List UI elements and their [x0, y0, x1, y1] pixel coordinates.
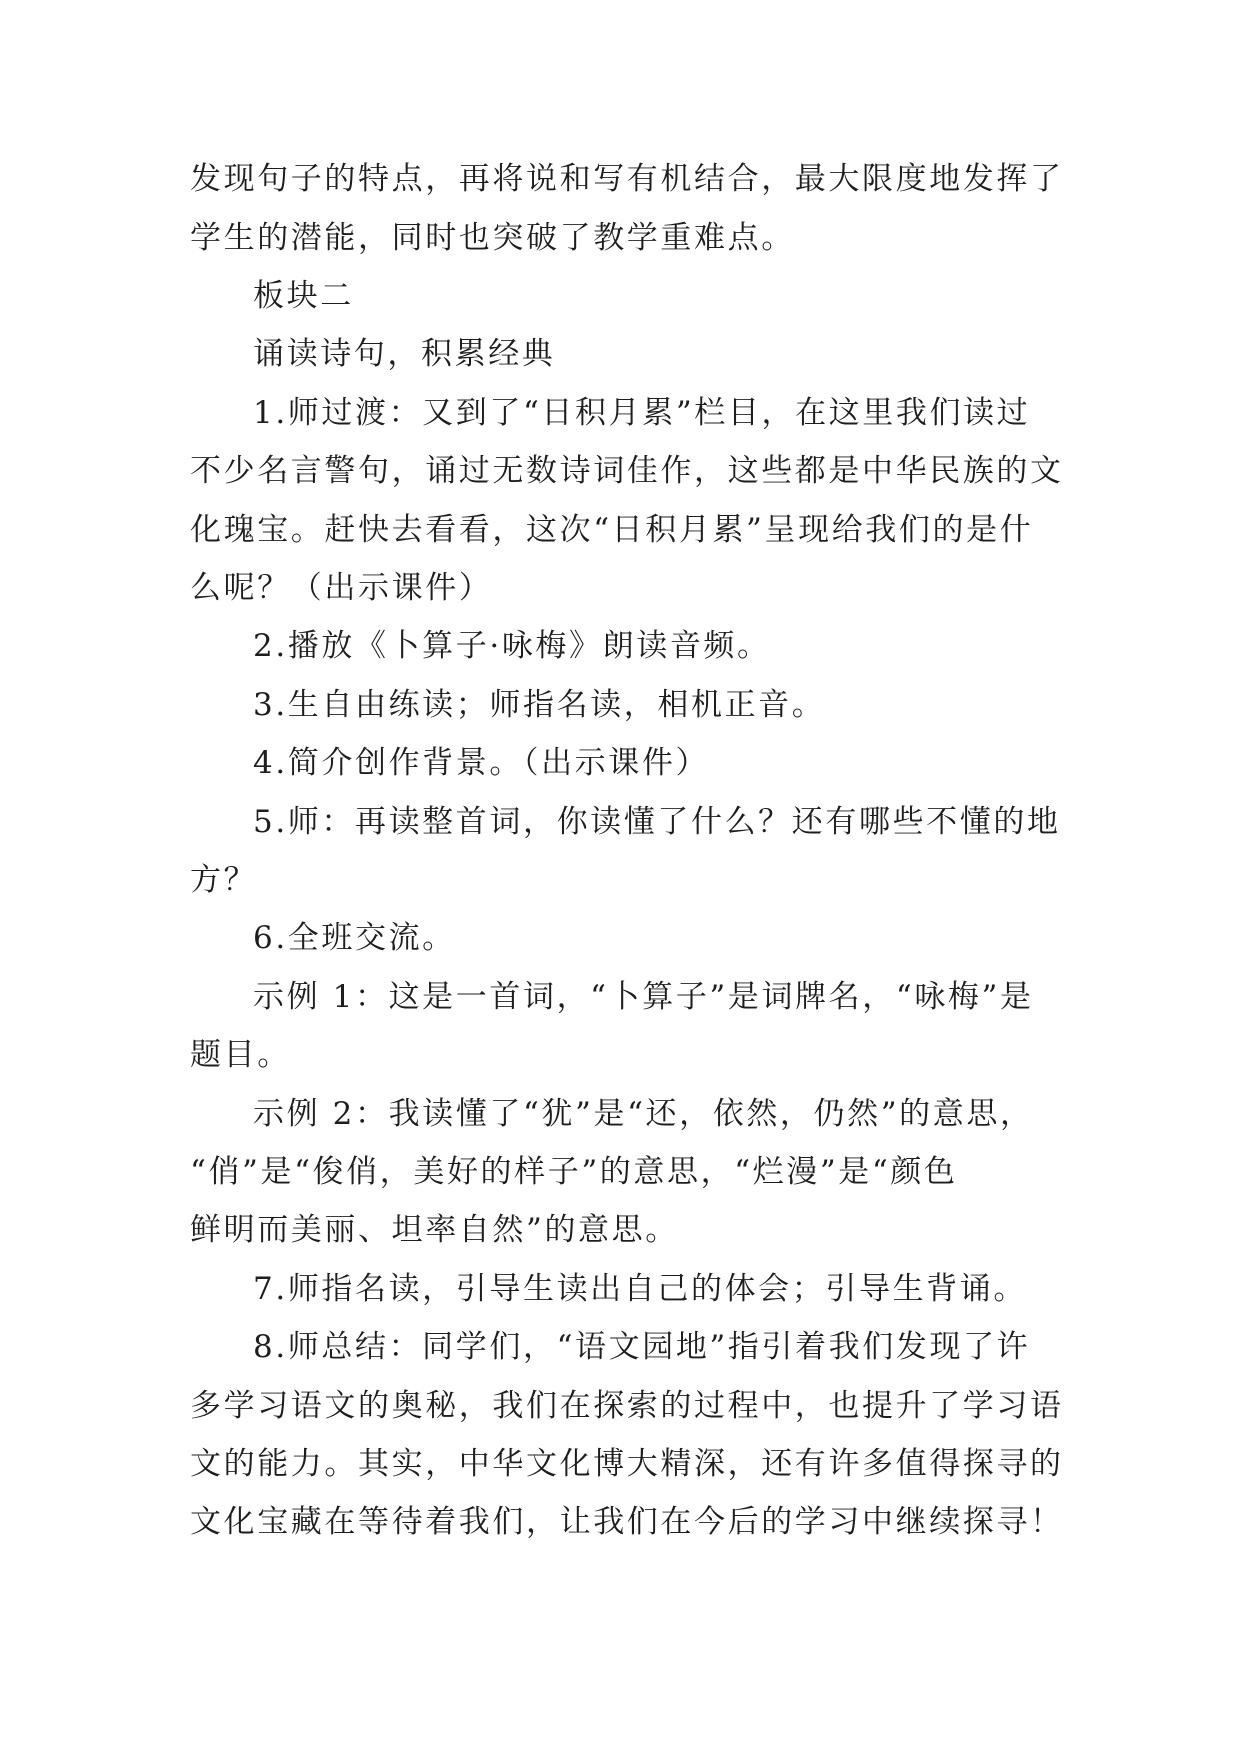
paragraph-line: 题目。 — [190, 1037, 291, 1073]
paragraph-line: 学生的潜能，同时也突破了教学重难点。 — [190, 220, 795, 256]
paragraph-line: 不少名言警句，诵过无数诗词佳作，这些都是中华民族的文 — [190, 453, 1064, 489]
section-heading: 板块二 — [253, 278, 354, 314]
paragraph-line: 7.师指名读，引导生读出自己的体会；引导生背诵。 — [253, 1271, 1027, 1307]
paragraph-line: 么呢？（出示课件） — [190, 570, 493, 606]
paragraph-line: 发现句子的特点，再将说和写有机结合，最大限度地发挥了 — [190, 161, 1064, 197]
section-subheading: 诵读诗句，积累经典 — [253, 336, 556, 372]
paragraph-line: 6.全班交流。 — [253, 920, 456, 956]
paragraph-line: 示例 2：我读懂了“犹”是“还，依然，仍然”的意思， — [253, 1096, 1034, 1132]
paragraph-line: 3.生自由练读；师指名读，相机正音。 — [253, 687, 826, 723]
paragraph-line: 8.师总结：同学们，“语文园地”指引着我们发现了许 — [253, 1329, 1031, 1365]
paragraph-line: 多学习语文的奥秘，我们在探索的过程中，也提升了学习语 — [190, 1388, 1064, 1424]
paragraph-line: 4.简介创作背景。（出示课件） — [253, 745, 710, 781]
paragraph-line: 2.播放《卜算子·咏梅》朗读音频。 — [253, 628, 771, 664]
paragraph-line: 1.师过渡：又到了“日积月累”栏目，在这里我们读过 — [253, 395, 1031, 431]
paragraph-line: 示例 1：这是一首词，“卜算子”是词牌名，“咏梅”是 — [253, 979, 1034, 1015]
paragraph-line: “俏”是“俊俏，美好的样子”的意思，“烂漫”是“颜色 — [190, 1154, 958, 1190]
paragraph-line: 方？ — [190, 862, 258, 898]
paragraph-line: 文化宝藏在等待着我们，让我们在今后的学习中继续探寻！ — [190, 1504, 1064, 1540]
paragraph-line: 化瑰宝。赶快去看看，这次“日积月累”呈现给我们的是什 — [190, 512, 1034, 548]
paragraph-line: 鲜明而美丽、坦率自然”的意思。 — [190, 1212, 679, 1248]
paragraph-line: 5.师：再读整首词，你读懂了什么？还有哪些不懂的地 — [253, 804, 1061, 840]
paragraph-line: 文的能力。其实，中华文化博大精深，还有许多值得探寻的 — [190, 1446, 1064, 1482]
